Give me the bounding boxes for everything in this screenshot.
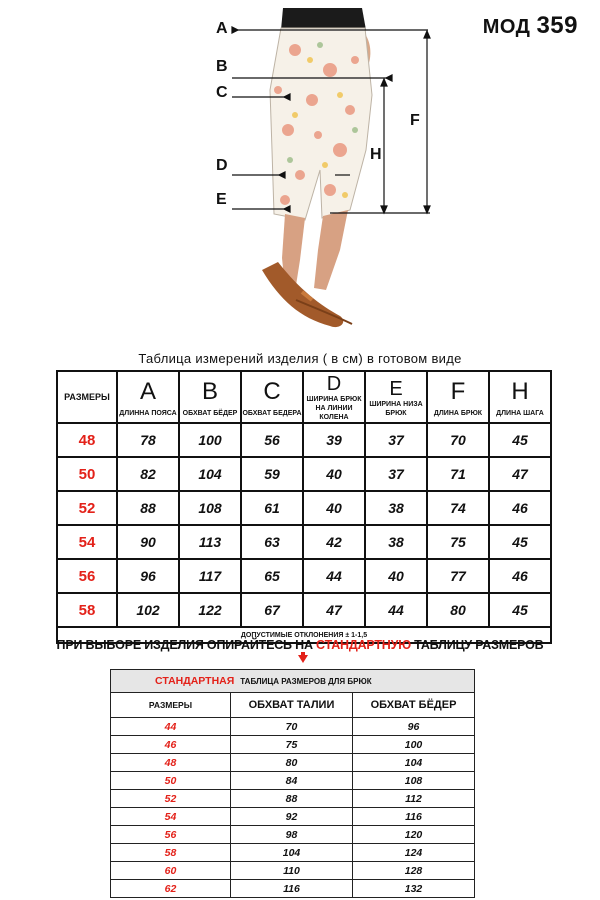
measurement-value-cell: 102 <box>117 593 179 627</box>
size-advice <box>0 638 600 652</box>
std-size-cell: 62 <box>111 880 231 898</box>
measurement-value-cell: 38 <box>365 525 427 559</box>
standard-table-row <box>111 736 475 754</box>
measurement-value-cell: 40 <box>365 559 427 593</box>
measurement-table <box>56 370 552 644</box>
measurement-value-cell: 82 <box>117 457 179 491</box>
measurement-value-cell: 71 <box>427 457 489 491</box>
measurement-value-cell: 74 <box>427 491 489 525</box>
measurement-value-cell: 47 <box>489 457 551 491</box>
tolerance-note: ДОПУСТИМЫЕ ОТКЛОНЕНИЯ ± 1-1,5 <box>57 627 551 643</box>
size-cell: 48 <box>57 423 117 457</box>
size-cell: 56 <box>57 559 117 593</box>
measurement-value-cell: 46 <box>489 559 551 593</box>
measurement-value-cell: 45 <box>489 525 551 559</box>
standard-table-row <box>111 772 475 790</box>
standard-size-table <box>110 669 475 898</box>
std-waist-cell: 92 <box>231 808 353 826</box>
standard-table-row <box>111 826 475 844</box>
model-digits: 359 <box>536 12 578 39</box>
measurement-value-cell: 104 <box>179 457 241 491</box>
measurement-row <box>57 559 551 593</box>
std-header-hips: ОБХВАТ БЁДЕР <box>353 693 475 718</box>
standard-table-row <box>111 880 475 898</box>
std-size-cell: 54 <box>111 808 231 826</box>
measurement-value-cell: 113 <box>179 525 241 559</box>
standard-table-row <box>111 718 475 736</box>
capri-pants-illustration <box>0 0 600 345</box>
size-cell: 54 <box>57 525 117 559</box>
std-size-cell: 56 <box>111 826 231 844</box>
std-waist-cell: 98 <box>231 826 353 844</box>
std-header-waist: ОБХВАТ ТАЛИИ <box>231 693 353 718</box>
measurement-value-cell: 40 <box>303 491 365 525</box>
measure-label-b: B <box>216 58 228 75</box>
measurement-value-cell: 122 <box>179 593 241 627</box>
measurement-value-cell: 96 <box>117 559 179 593</box>
column-header-h: H ДЛИНА ШАГА <box>489 371 551 423</box>
std-hips-cell: 132 <box>353 880 475 898</box>
measure-label-f: F <box>410 112 420 129</box>
measurement-value-cell: 70 <box>427 423 489 457</box>
measurement-row <box>57 491 551 525</box>
advice-highlight: СТАНДАРТНУЮ <box>316 638 411 652</box>
std-size-cell: 44 <box>111 718 231 736</box>
std-size-cell: 50 <box>111 772 231 790</box>
measurement-value-cell: 37 <box>365 457 427 491</box>
measurement-value-cell: 90 <box>117 525 179 559</box>
standard-table-header-row <box>111 693 475 718</box>
standard-table-row <box>111 808 475 826</box>
measurement-value-cell: 39 <box>303 423 365 457</box>
measurement-value-cell: 80 <box>427 593 489 627</box>
advice-text-end: ТАБЛИЦУ РАЗМЕРОВ <box>410 638 544 652</box>
measurement-value-cell: 45 <box>489 593 551 627</box>
measurement-value-cell: 40 <box>303 457 365 491</box>
size-cell: 50 <box>57 457 117 491</box>
model-prefix: МОД <box>482 16 531 38</box>
column-header-c: C ОБХВАТ БЕДЕРА <box>241 371 303 423</box>
measurement-value-cell: 42 <box>303 525 365 559</box>
std-waist-cell: 116 <box>231 880 353 898</box>
measurement-value-cell: 77 <box>427 559 489 593</box>
measurement-value-cell: 108 <box>179 491 241 525</box>
std-hips-cell: 96 <box>353 718 475 736</box>
std-waist-cell: 88 <box>231 790 353 808</box>
std-size-cell: 46 <box>111 736 231 754</box>
column-header-b: B ОБХВАТ БЁДЕР <box>179 371 241 423</box>
std-hips-cell: 104 <box>353 754 475 772</box>
std-header-sizes: РАЗМЕРЫ <box>111 693 231 718</box>
column-header-a: A ДЛИННА ПОЯСА <box>117 371 179 423</box>
measurement-value-cell: 78 <box>117 423 179 457</box>
standard-table-caption <box>111 670 475 693</box>
std-size-cell: 48 <box>111 754 231 772</box>
size-cell: 58 <box>57 593 117 627</box>
measurement-value-cell: 44 <box>365 593 427 627</box>
std-size-cell: 58 <box>111 844 231 862</box>
measure-label-h: H <box>370 146 382 163</box>
standard-table-caption-row <box>111 670 475 693</box>
std-waist-cell: 80 <box>231 754 353 772</box>
caption-text: ТАБЛИЦА РАЗМЕРОВ ДЛЯ БРЮК <box>240 677 372 686</box>
measurement-value-cell: 38 <box>365 491 427 525</box>
measure-label-a: A <box>216 20 228 37</box>
measurement-value-cell: 56 <box>241 423 303 457</box>
product-figure <box>0 0 600 345</box>
measurement-value-cell: 47 <box>303 593 365 627</box>
size-cell: 52 <box>57 491 117 525</box>
measurement-value-cell: 75 <box>427 525 489 559</box>
measurement-value-cell: 117 <box>179 559 241 593</box>
measurement-value-cell: 100 <box>179 423 241 457</box>
measurement-value-cell: 67 <box>241 593 303 627</box>
sizes-header: РАЗМЕРЫ <box>57 371 117 423</box>
std-waist-cell: 75 <box>231 736 353 754</box>
down-arrow-icon <box>298 655 308 663</box>
column-header-f: F ДЛИНА БРЮК <box>427 371 489 423</box>
std-size-cell: 52 <box>111 790 231 808</box>
measurement-value-cell: 88 <box>117 491 179 525</box>
measurement-row <box>57 423 551 457</box>
std-waist-cell: 84 <box>231 772 353 790</box>
standard-table-row <box>111 862 475 880</box>
std-size-cell: 60 <box>111 862 231 880</box>
measurement-row <box>57 593 551 627</box>
column-header-e: E ШИРИНА НИЗА БРЮК <box>365 371 427 423</box>
column-header-d: D ШИРИНА БРЮК НА ЛИНИИ КОЛЕНА <box>303 371 365 423</box>
measurement-value-cell: 37 <box>365 423 427 457</box>
measurement-row <box>57 457 551 491</box>
measure-label-c: C <box>216 84 228 101</box>
std-hips-cell: 112 <box>353 790 475 808</box>
std-waist-cell: 110 <box>231 862 353 880</box>
measurement-value-cell: 63 <box>241 525 303 559</box>
advice-text-start: ПРИ ВЫБОРЕ ИЗДЕЛИЯ ОПИРАЙТЕСЬ НА <box>56 638 317 652</box>
standard-table-row <box>111 844 475 862</box>
measurement-value-cell: 65 <box>241 559 303 593</box>
measurement-value-cell: 44 <box>303 559 365 593</box>
measurement-value-cell: 59 <box>241 457 303 491</box>
std-hips-cell: 124 <box>353 844 475 862</box>
measurement-table-title: Таблица измерений изделия ( в см) в готовом виде <box>138 351 462 366</box>
measurement-value-cell: 61 <box>241 491 303 525</box>
std-hips-cell: 120 <box>353 826 475 844</box>
model-number <box>483 12 578 40</box>
std-waist-cell: 70 <box>231 718 353 736</box>
std-hips-cell: 116 <box>353 808 475 826</box>
standard-table-row <box>111 790 475 808</box>
std-hips-cell: 108 <box>353 772 475 790</box>
std-hips-cell: 128 <box>353 862 475 880</box>
std-hips-cell: 100 <box>353 736 475 754</box>
standard-table-row <box>111 754 475 772</box>
caption-highlight: СТАНДАРТНАЯ <box>155 675 235 687</box>
measure-label-d: D <box>216 157 228 174</box>
measurement-row <box>57 525 551 559</box>
measurement-value-cell: 45 <box>489 423 551 457</box>
std-waist-cell: 104 <box>231 844 353 862</box>
measurement-value-cell: 46 <box>489 491 551 525</box>
measure-label-e: E <box>216 191 227 208</box>
measurement-header-row <box>57 371 551 423</box>
